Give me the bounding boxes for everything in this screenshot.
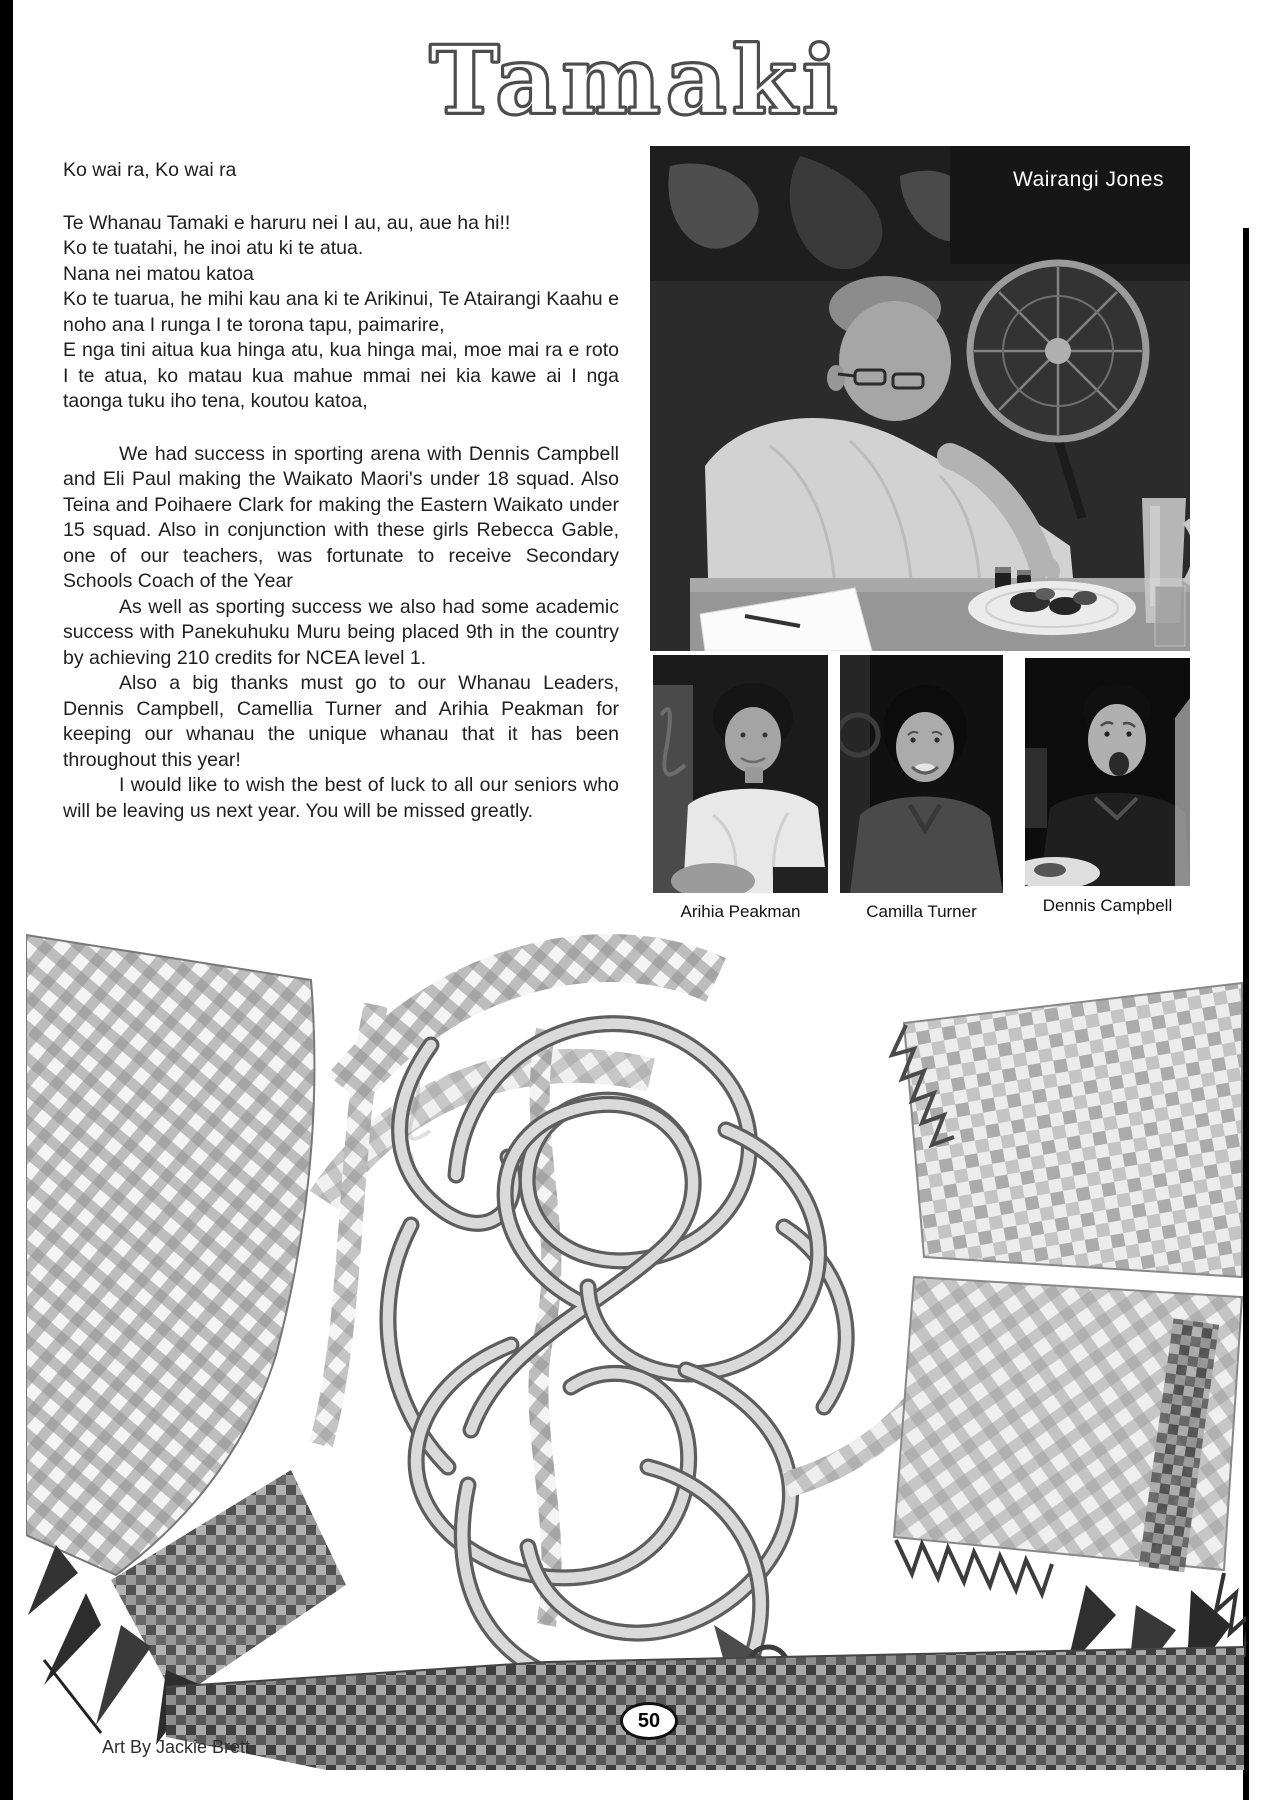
artwork-left-panel (26, 935, 346, 1745)
photo-wairangi-jones (650, 146, 1190, 651)
article-opening-line: Ko wai ra, Ko wai ra (63, 159, 237, 181)
article-paragraph: Also a big thanks must go to our Whanau Leaders, Dennis Campbell, Camellia Turner and Arihia Peakman for keeping our whanau the unique whanau that it has been throughout this year! (63, 672, 619, 771)
artwork-knot-tangle (388, 1024, 846, 1713)
page-left-border (0, 0, 13, 1800)
main-photo-caption: Wairangi Jones (1013, 168, 1164, 191)
photo-camilla-turner (840, 655, 1003, 893)
page-number: 50 (637, 1709, 661, 1732)
article-paragraph: We had success in sporting arena with Dennis Campbell and Eli Paul making the Waikato Maori's under 18 squad. Also Teina and Poihaere Clark for making the Eastern Waikato under 15 squad. Also in conjunction with these girls Rebecca Gable, one of our teachers, was fortunate to receive Secondary Schools Coach of the Year (63, 442, 619, 592)
thumb-caption-camilla: Camilla Turner (866, 902, 977, 921)
page-number-badge (620, 1702, 678, 1740)
article-paragraphs (63, 442, 619, 825)
artwork-raranga-weaving-drawing (26, 925, 1246, 1775)
article-paragraph: As well as sporting success we also had some academic success with Panekuhuku Muru being placed 9th in the country by achieving 210 credits for NCEA level 1. (63, 595, 619, 669)
thumb-caption-dennis: Dennis Campbell (1042, 896, 1173, 915)
art-credit: Art By Jackie Brett (102, 1737, 251, 1757)
artwork-right-panels (786, 983, 1246, 1695)
thumb-caption-arihia: Arihia Peakman (680, 902, 801, 921)
article-text-column (63, 158, 619, 824)
mihi-line: Te Whanau Tamaki e haruru nei I au, au, aue ha hi!! (63, 211, 511, 234)
mihi-line: Ko te tuatahi, he inoi atu ki te atua. (63, 237, 364, 259)
page-title: Tamaki (429, 26, 843, 136)
article-paragraph: I would like to wish the best of luck to all our seniors who will be leaving us next year. You will be missed greatly. (63, 774, 619, 822)
photo-dennis-campbell (1025, 658, 1190, 886)
photo-arihia-peakman (653, 655, 828, 893)
mihi-block (63, 211, 619, 415)
artwork-bottom-band (166, 1647, 1244, 1770)
photo-wairangi-jones-image (650, 146, 1190, 651)
mihi-line: Ko te tuarua, he mihi kau ana ki te Arikinui, Te Atairangi Kaahu e noho ana I runga I te torona tapu, paimarire, (63, 288, 619, 336)
mihi-line: Nana nei matou katoa (63, 262, 254, 285)
mihi-line: E nga tini aitua kua hinga atu, kua hinga mai, moe mai ra e roto I te atua, ko matau kua mahue mmai nei kia kawe ai I nga taonga tuku iho tena, koutou katoa, (63, 339, 619, 412)
